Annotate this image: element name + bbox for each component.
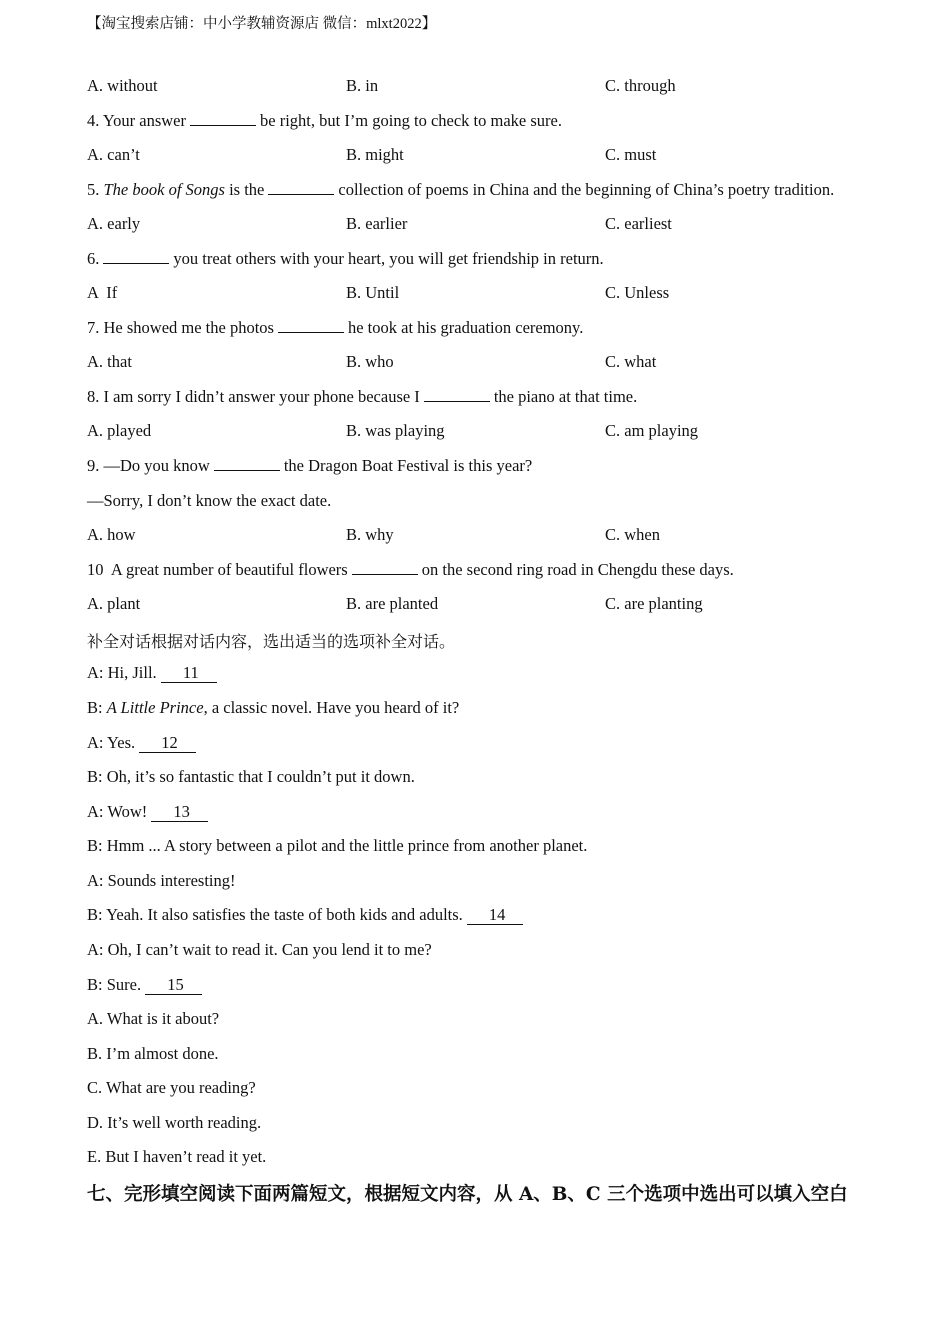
- q5-option-a: A. early: [87, 214, 141, 233]
- q3-option-a: A. without: [87, 76, 158, 95]
- q9-option-a: A. how: [87, 525, 136, 544]
- choice-d: D. It’s well worth reading.: [87, 1113, 262, 1132]
- q9-option-b: B. why: [346, 525, 394, 544]
- q6-option-a: A If: [87, 283, 118, 302]
- q4-option-a: A. can’t: [87, 145, 140, 164]
- q3-option-c: C. through: [605, 76, 676, 95]
- q5-option-b: B. earlier: [346, 214, 408, 233]
- dialogue-line-4: B: Oh, it’s so fantastic that I couldn’t put it down.: [87, 767, 415, 786]
- answer-blank: [103, 250, 169, 264]
- answer-blank: [190, 112, 256, 126]
- q10-option-a: A. plant: [87, 594, 141, 613]
- q10-option-b: B. are planted: [346, 594, 439, 613]
- q4-option-c: C. must: [605, 145, 657, 164]
- q6-option-c: C. Unless: [605, 283, 670, 302]
- dialogue-line-7: A: Sounds interesting!: [87, 871, 236, 890]
- dialogue-line-9: A: Oh, I can’t wait to read it. Can you lend it to me?: [87, 940, 432, 959]
- q6-option-b: B. Until: [346, 283, 400, 302]
- blank-12: 12: [139, 735, 196, 753]
- dialogue-line-10: B: Sure. 15: [87, 975, 202, 995]
- page-header: 【淘宝搜索店铺：中小学教辅资源店 微信：mlxt2022】: [87, 16, 437, 32]
- choice-c: C. What are you reading?: [87, 1078, 256, 1097]
- dialogue-line-8: B: Yeah. It also satisfies the taste of both kids and adults. 14: [87, 905, 523, 925]
- dialogue-line-2: B: A Little Prince, a classic novel. Have you heard of it?: [87, 698, 460, 717]
- answer-blank: [352, 561, 418, 575]
- q10-option-c: C. are planting: [605, 594, 703, 613]
- question-9: 9. —Do you know the Dragon Boat Festival is this year?: [87, 456, 533, 475]
- question-6: 6. you treat others with your heart, you will get friendship in return.: [87, 249, 604, 268]
- answer-blank: [214, 457, 280, 471]
- choice-b: B. I’m almost done.: [87, 1044, 219, 1063]
- question-4: 4. Your answer be right, but I’m going to check to make sure.: [87, 111, 562, 130]
- q7-option-c: C. what: [605, 352, 657, 371]
- question-10: 10 A great number of beautiful flowers on the second ring road in Chengdu these days.: [87, 560, 734, 579]
- dialogue-line-3: A: Yes. 12: [87, 733, 196, 753]
- blank-13: 13: [151, 804, 208, 822]
- q3-option-b: B. in: [346, 76, 379, 95]
- question-7: 7. He showed me the photos he took at his graduation ceremony.: [87, 318, 584, 337]
- dialogue-instructions: 补全对话根据对话内容，选出适当的选项补全对话。: [87, 632, 456, 651]
- q4-option-b: B. might: [346, 145, 404, 164]
- question-5: 5. The book of Songs is the collection of poems in China and the beginning of China’s poetry tradition.: [87, 180, 835, 199]
- choice-a: A. What is it about?: [87, 1009, 220, 1028]
- dialogue-line-5: A: Wow! 13: [87, 802, 208, 822]
- q8-option-c: C. am playing: [605, 421, 699, 440]
- dialogue-line-1: A: Hi, Jill. 11: [87, 663, 217, 683]
- section-title: 七、完形填空阅读下面两篇短文，根据短文内容，从 A、B、C 三个选项中选出可以填入空白: [87, 1184, 848, 1205]
- q8-option-a: A. played: [87, 421, 152, 440]
- answer-blank: [278, 319, 344, 333]
- q5-option-c: C. earliest: [605, 214, 672, 233]
- answer-blank: [424, 388, 490, 402]
- answer-blank: [268, 181, 334, 195]
- q8-option-b: B. was playing: [346, 421, 445, 440]
- q7-option-b: B. who: [346, 352, 394, 371]
- blank-15: 15: [145, 977, 202, 995]
- dialogue-line-6: B: Hmm ... A story between a pilot and the little prince from another planet.: [87, 836, 588, 855]
- q9-option-c: C. when: [605, 525, 660, 544]
- blank-11: 11: [161, 665, 217, 683]
- question-9-reply: —Sorry, I don’t know the exact date.: [87, 491, 332, 510]
- q7-option-a: A. that: [87, 352, 132, 371]
- question-8: 8. I am sorry I didn’t answer your phone because I the piano at that time.: [87, 387, 638, 406]
- choice-e: E. But I haven’t read it yet.: [87, 1147, 267, 1166]
- blank-14: 14: [467, 907, 524, 925]
